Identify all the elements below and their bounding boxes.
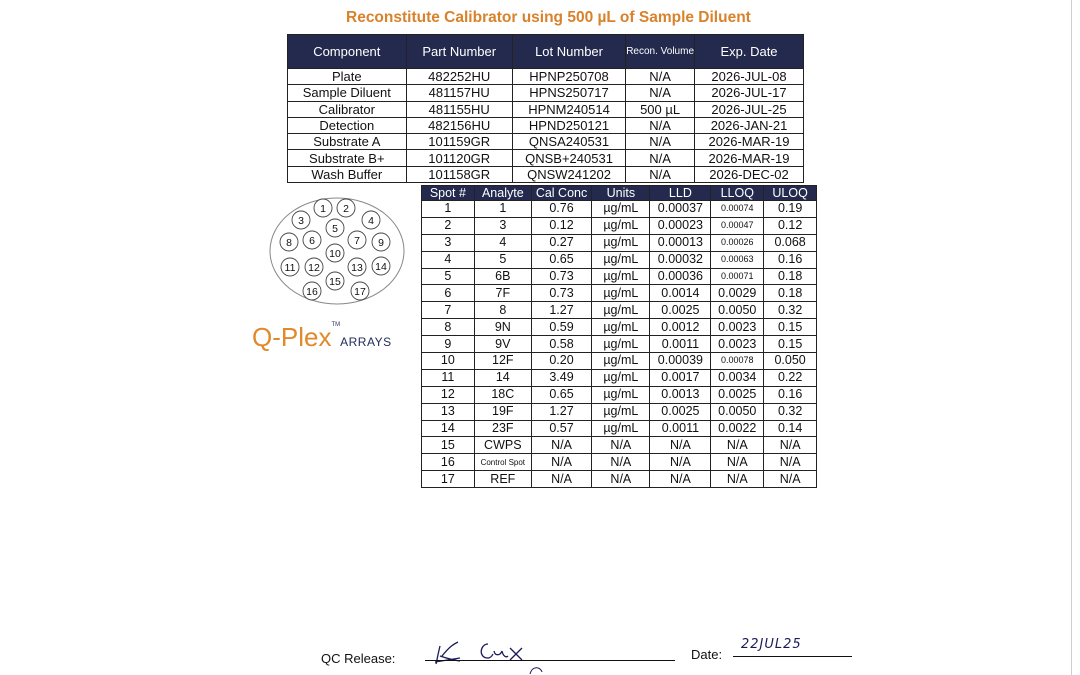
cell-recon-volume: N/A bbox=[626, 85, 695, 101]
cell-lld: 0.0012 bbox=[650, 319, 711, 336]
cell-analyte: 14 bbox=[474, 369, 531, 386]
cell-component: Substrate B+ bbox=[288, 150, 407, 166]
cell-uloq: 0.12 bbox=[764, 217, 817, 234]
cell-spot: 11 bbox=[422, 369, 475, 386]
date-label: Date: bbox=[691, 647, 723, 662]
cell-lloq: N/A bbox=[711, 437, 764, 454]
cell-component: Plate bbox=[288, 69, 407, 85]
analyte-row bbox=[422, 217, 817, 234]
cell-units: µg/mL bbox=[592, 285, 650, 302]
cell-units: µg/mL bbox=[592, 336, 650, 353]
component-row bbox=[288, 69, 804, 85]
cell-lot-number: HPNP250708 bbox=[512, 69, 625, 85]
component-row bbox=[288, 117, 804, 133]
spot-label: 9 bbox=[378, 237, 384, 249]
cell-analyte: 18C bbox=[474, 386, 531, 403]
cell-spot: 4 bbox=[422, 251, 475, 268]
signature bbox=[430, 636, 570, 675]
cell-recon-volume: N/A bbox=[626, 166, 695, 182]
cell-part-number: 101158GR bbox=[406, 166, 512, 182]
cell-units: µg/mL bbox=[592, 251, 650, 268]
cell-units: µg/mL bbox=[592, 201, 650, 218]
cell-uloq: N/A bbox=[764, 471, 817, 488]
cell-spot: 3 bbox=[422, 234, 475, 251]
logo-main: Q-Plex bbox=[252, 322, 332, 352]
cell-analyte: 6B bbox=[474, 268, 531, 285]
cell-component: Detection bbox=[288, 117, 407, 133]
cell-uloq: 0.050 bbox=[764, 353, 817, 370]
cell-exp-date: 2026-DEC-02 bbox=[695, 166, 804, 182]
cell-uloq: 0.32 bbox=[764, 403, 817, 420]
page-title: Reconstitute Calibrator using 500 µL of Sample Diluent bbox=[346, 9, 751, 26]
cell-analyte: 19F bbox=[474, 403, 531, 420]
cell-lot-number: HPND250121 bbox=[512, 117, 625, 133]
cell-cal-conc: 0.27 bbox=[531, 234, 591, 251]
cell-uloq: 0.14 bbox=[764, 420, 817, 437]
cell-units: µg/mL bbox=[592, 234, 650, 251]
cell-lld: 0.0014 bbox=[650, 285, 711, 302]
cell-cal-conc: 0.76 bbox=[531, 201, 591, 218]
cell-analyte: 5 bbox=[474, 251, 531, 268]
components-header-row bbox=[288, 35, 804, 69]
cell-units: µg/mL bbox=[592, 319, 650, 336]
analyte-row bbox=[422, 285, 817, 302]
cell-cal-conc: 0.65 bbox=[531, 251, 591, 268]
cell-cal-conc: 0.57 bbox=[531, 420, 591, 437]
cell-spot: 10 bbox=[422, 353, 475, 370]
cell-uloq: N/A bbox=[764, 454, 817, 471]
header-recon-volume: Recon. Volume bbox=[626, 35, 695, 69]
cell-lloq: 0.0034 bbox=[711, 369, 764, 386]
cell-units: N/A bbox=[592, 437, 650, 454]
cell-part-number: 481155HU bbox=[406, 101, 512, 117]
analyte-row bbox=[422, 454, 817, 471]
cell-analyte: 3 bbox=[474, 217, 531, 234]
cell-spot: 16 bbox=[422, 454, 475, 471]
cell-lld: 0.0017 bbox=[650, 369, 711, 386]
header-lloq: LLOQ bbox=[711, 186, 764, 201]
cell-lloq: 0.00047 bbox=[711, 217, 764, 234]
cell-units: µg/mL bbox=[592, 420, 650, 437]
cell-cal-conc: N/A bbox=[531, 437, 591, 454]
cell-lloq: N/A bbox=[711, 471, 764, 488]
spot-label: 8 bbox=[286, 237, 292, 249]
cell-cal-conc: 0.20 bbox=[531, 353, 591, 370]
spot-label: 16 bbox=[306, 286, 318, 298]
cell-uloq: 0.19 bbox=[764, 201, 817, 218]
cell-lloq: 0.0029 bbox=[711, 285, 764, 302]
cell-recon-volume: N/A bbox=[626, 69, 695, 85]
cell-uloq: 0.18 bbox=[764, 285, 817, 302]
cell-analyte: REF bbox=[474, 471, 531, 488]
header-lld: LLD bbox=[650, 186, 711, 201]
header-uloq: ULOQ bbox=[764, 186, 817, 201]
date-line bbox=[733, 656, 852, 657]
cell-exp-date: 2026-JUL-25 bbox=[695, 101, 804, 117]
analyte-row bbox=[422, 403, 817, 420]
cell-component: Wash Buffer bbox=[288, 166, 407, 182]
cell-uloq: 0.15 bbox=[764, 336, 817, 353]
cell-analyte: CWPS bbox=[474, 437, 531, 454]
cell-lld: 0.00039 bbox=[650, 353, 711, 370]
cell-lld: 0.0025 bbox=[650, 403, 711, 420]
cell-recon-volume: 500 µL bbox=[626, 101, 695, 117]
header-analyte: Analyte bbox=[474, 186, 531, 201]
cell-part-number: 101120GR bbox=[406, 150, 512, 166]
cell-analyte: 9N bbox=[474, 319, 531, 336]
cell-cal-conc: N/A bbox=[531, 454, 591, 471]
analyte-row bbox=[422, 268, 817, 285]
component-row bbox=[288, 166, 804, 182]
spot-label: 12 bbox=[308, 262, 320, 274]
spot-label: 10 bbox=[329, 248, 341, 260]
cell-component: Substrate A bbox=[288, 134, 407, 150]
cell-recon-volume: N/A bbox=[626, 150, 695, 166]
cell-lld: 0.0011 bbox=[650, 420, 711, 437]
cell-lloq: 0.0023 bbox=[711, 319, 764, 336]
header-component: Component bbox=[288, 35, 407, 69]
cell-units: µg/mL bbox=[592, 403, 650, 420]
cell-cal-conc: N/A bbox=[531, 471, 591, 488]
cell-analyte: 8 bbox=[474, 302, 531, 319]
cell-lloq: N/A bbox=[711, 454, 764, 471]
cell-lloq: 0.00074 bbox=[711, 201, 764, 218]
analyte-row bbox=[422, 319, 817, 336]
analyte-row bbox=[422, 471, 817, 488]
analyte-row bbox=[422, 353, 817, 370]
cell-lot-number: HPNS250717 bbox=[512, 85, 625, 101]
cell-uloq: 0.22 bbox=[764, 369, 817, 386]
analyte-row bbox=[422, 234, 817, 251]
cell-uloq: 0.068 bbox=[764, 234, 817, 251]
date-value: 22JUL25 bbox=[741, 637, 802, 652]
cell-exp-date: 2026-JUL-08 bbox=[695, 69, 804, 85]
cell-cal-conc: 1.27 bbox=[531, 403, 591, 420]
cell-analyte: 23F bbox=[474, 420, 531, 437]
cell-units: N/A bbox=[592, 454, 650, 471]
cell-uloq: 0.16 bbox=[764, 386, 817, 403]
cell-spot: 7 bbox=[422, 302, 475, 319]
cell-cal-conc: 0.12 bbox=[531, 217, 591, 234]
scan-edge bbox=[1071, 0, 1072, 675]
analyte-row bbox=[422, 336, 817, 353]
cell-cal-conc: 3.49 bbox=[531, 369, 591, 386]
cell-lloq: 0.00026 bbox=[711, 234, 764, 251]
spot-label: 3 bbox=[298, 215, 304, 227]
cell-spot: 6 bbox=[422, 285, 475, 302]
component-row bbox=[288, 85, 804, 101]
spot-label: 13 bbox=[351, 262, 363, 274]
cell-lld: N/A bbox=[650, 437, 711, 454]
cell-lloq: 0.0050 bbox=[711, 403, 764, 420]
cell-component: Calibrator bbox=[288, 101, 407, 117]
cell-lloq: 0.0023 bbox=[711, 336, 764, 353]
cell-lld: 0.00036 bbox=[650, 268, 711, 285]
analyte-row bbox=[422, 437, 817, 454]
cell-exp-date: 2026-MAR-19 bbox=[695, 150, 804, 166]
cell-analyte: 9V bbox=[474, 336, 531, 353]
cell-lld: 0.0011 bbox=[650, 336, 711, 353]
cell-cal-conc: 0.73 bbox=[531, 285, 591, 302]
cell-lld: 0.0013 bbox=[650, 386, 711, 403]
cell-spot: 2 bbox=[422, 217, 475, 234]
cell-exp-date: 2026-JAN-21 bbox=[695, 117, 804, 133]
cell-lld: N/A bbox=[650, 471, 711, 488]
cell-analyte: Control Spot bbox=[474, 454, 531, 471]
cell-units: µg/mL bbox=[592, 217, 650, 234]
cell-uloq: 0.18 bbox=[764, 268, 817, 285]
cell-lot-number: QNSA240531 bbox=[512, 134, 625, 150]
analyte-row bbox=[422, 420, 817, 437]
cell-cal-conc: 0.65 bbox=[531, 386, 591, 403]
qc-release-label: QC Release: bbox=[321, 651, 396, 666]
spot-label: 2 bbox=[343, 203, 349, 215]
cell-units: µg/mL bbox=[592, 369, 650, 386]
cell-units: µg/mL bbox=[592, 302, 650, 319]
cell-lloq: 0.0025 bbox=[711, 386, 764, 403]
cell-part-number: 482252HU bbox=[406, 69, 512, 85]
logo-tm: TM bbox=[331, 322, 341, 328]
component-row bbox=[288, 134, 804, 150]
cell-lloq: 0.00078 bbox=[711, 353, 764, 370]
header-units: Units bbox=[592, 186, 650, 201]
cell-uloq: 0.32 bbox=[764, 302, 817, 319]
cell-lld: N/A bbox=[650, 454, 711, 471]
cell-lot-number: HPNM240514 bbox=[512, 101, 625, 117]
cell-spot: 5 bbox=[422, 268, 475, 285]
cell-units: µg/mL bbox=[592, 268, 650, 285]
header-cal-conc: Cal Conc bbox=[531, 186, 591, 201]
cell-lot-number: QNSB+240531 bbox=[512, 150, 625, 166]
component-row bbox=[288, 101, 804, 117]
cell-units: µg/mL bbox=[592, 353, 650, 370]
cell-component: Sample Diluent bbox=[288, 85, 407, 101]
cell-spot: 8 bbox=[422, 319, 475, 336]
q-plex-logo bbox=[252, 322, 392, 353]
spot-label: 1 bbox=[320, 203, 326, 215]
analyte-row bbox=[422, 302, 817, 319]
spot-label: 14 bbox=[375, 261, 387, 273]
cell-lld: 0.00023 bbox=[650, 217, 711, 234]
spot-label: 6 bbox=[309, 235, 315, 247]
cell-recon-volume: N/A bbox=[626, 117, 695, 133]
spot-label: 7 bbox=[354, 235, 360, 247]
cell-analyte: 12F bbox=[474, 353, 531, 370]
cell-lld: 0.00013 bbox=[650, 234, 711, 251]
cell-lot-number: QNSW241202 bbox=[512, 166, 625, 182]
component-row bbox=[288, 150, 804, 166]
cell-uloq: 0.15 bbox=[764, 319, 817, 336]
cell-part-number: 482156HU bbox=[406, 117, 512, 133]
analyte-row bbox=[422, 386, 817, 403]
cell-cal-conc: 1.27 bbox=[531, 302, 591, 319]
cell-cal-conc: 0.59 bbox=[531, 319, 591, 336]
analyte-table bbox=[421, 185, 817, 488]
cell-recon-volume: N/A bbox=[626, 134, 695, 150]
cell-part-number: 101159GR bbox=[406, 134, 512, 150]
cell-lloq: 0.0022 bbox=[711, 420, 764, 437]
cell-exp-date: 2026-MAR-19 bbox=[695, 134, 804, 150]
cell-units: µg/mL bbox=[592, 386, 650, 403]
cell-spot: 9 bbox=[422, 336, 475, 353]
cell-units: N/A bbox=[592, 471, 650, 488]
cell-spot: 17 bbox=[422, 471, 475, 488]
cell-analyte: 4 bbox=[474, 234, 531, 251]
header-lot-number: Lot Number bbox=[512, 35, 625, 69]
analyte-row bbox=[422, 251, 817, 268]
cell-spot: 12 bbox=[422, 386, 475, 403]
cell-lloq: 0.00063 bbox=[711, 251, 764, 268]
cell-spot: 1 bbox=[422, 201, 475, 218]
cell-exp-date: 2026-JUL-17 bbox=[695, 85, 804, 101]
header-exp-date: Exp. Date bbox=[695, 35, 804, 69]
cell-lld: 0.00032 bbox=[650, 251, 711, 268]
cell-analyte: 7F bbox=[474, 285, 531, 302]
cell-lloq: 0.0050 bbox=[711, 302, 764, 319]
components-table bbox=[287, 34, 804, 183]
cell-lloq: 0.00071 bbox=[711, 268, 764, 285]
spot-label: 11 bbox=[284, 262, 296, 274]
cell-lld: 0.0025 bbox=[650, 302, 711, 319]
cell-part-number: 481157HU bbox=[406, 85, 512, 101]
spot-label: 4 bbox=[368, 215, 374, 227]
cell-lld: 0.00037 bbox=[650, 201, 711, 218]
cell-analyte: 1 bbox=[474, 201, 531, 218]
cell-uloq: 0.16 bbox=[764, 251, 817, 268]
cell-cal-conc: 0.73 bbox=[531, 268, 591, 285]
cell-uloq: N/A bbox=[764, 437, 817, 454]
spot-label: 17 bbox=[354, 286, 366, 298]
qc-signature-line bbox=[425, 660, 675, 661]
spot-label: 15 bbox=[329, 276, 341, 288]
header-spot: Spot # bbox=[422, 186, 475, 201]
spot-map-diagram bbox=[268, 196, 406, 306]
analyte-row bbox=[422, 201, 817, 218]
cell-spot: 14 bbox=[422, 420, 475, 437]
cell-cal-conc: 0.58 bbox=[531, 336, 591, 353]
cell-spot: 13 bbox=[422, 403, 475, 420]
analyte-row bbox=[422, 369, 817, 386]
spot-label: 5 bbox=[332, 223, 338, 235]
analyte-header-row bbox=[422, 186, 817, 201]
cell-spot: 15 bbox=[422, 437, 475, 454]
logo-arrays: ARRAYS bbox=[340, 335, 392, 349]
header-part-number: Part Number bbox=[406, 35, 512, 69]
